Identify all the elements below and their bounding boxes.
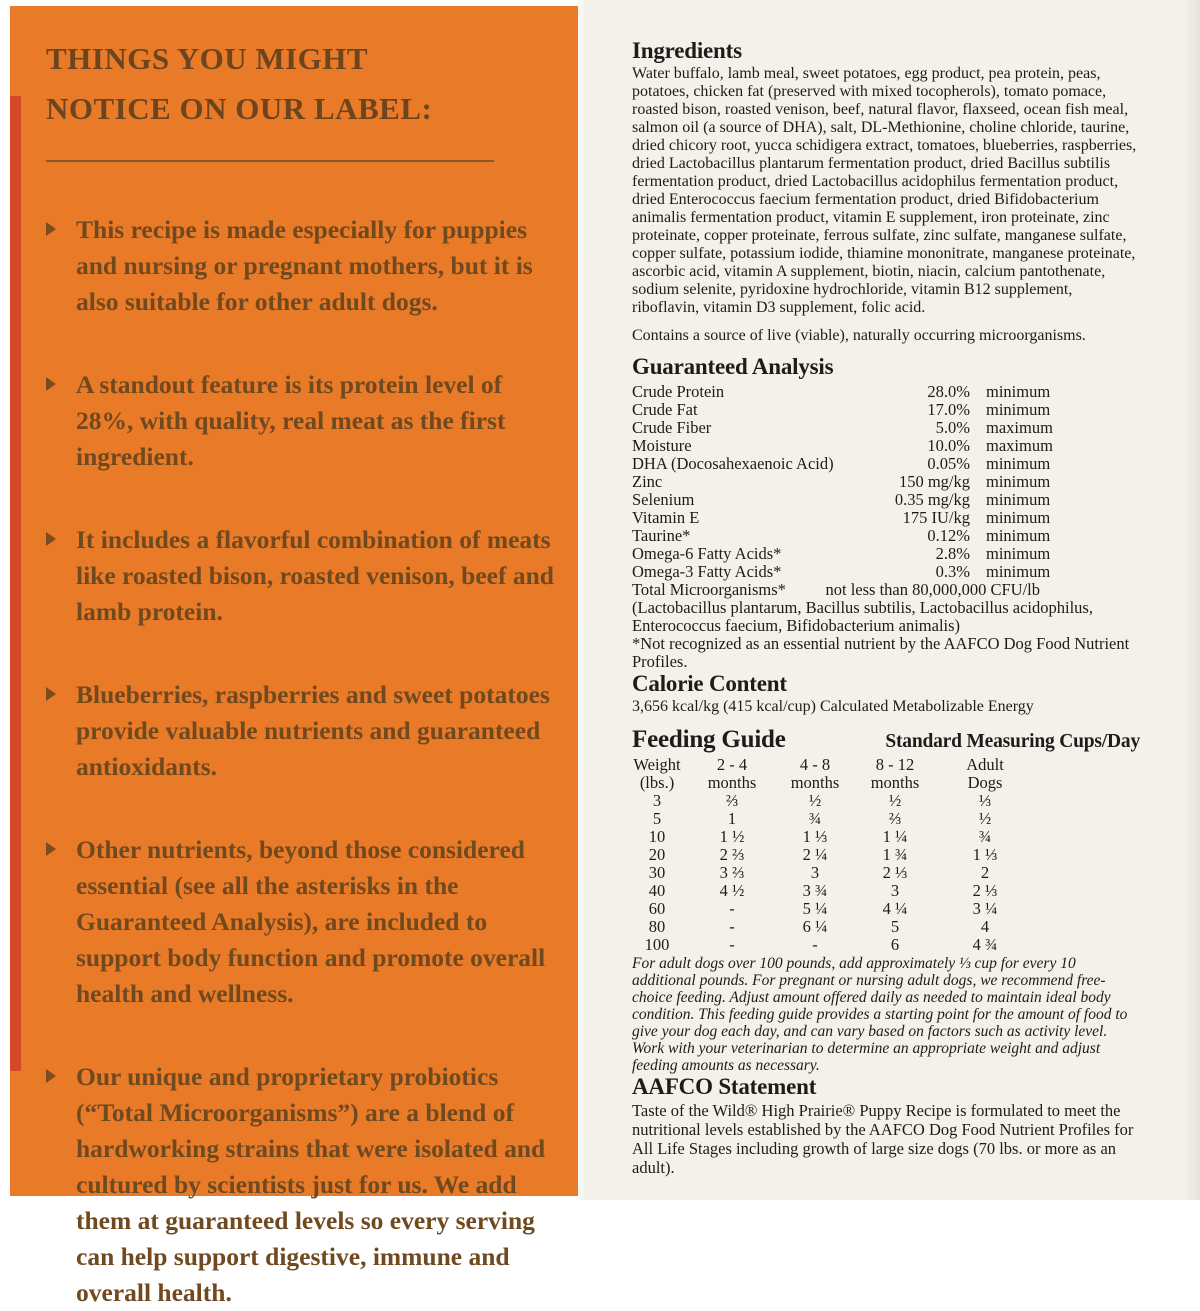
cups-adult-cell: 2 (980, 862, 990, 882)
analysis-row (632, 383, 1140, 401)
feeding-guide-header (632, 726, 1140, 754)
analysis-row (632, 473, 1140, 491)
cups-2-4-months-cell: - (729, 898, 735, 918)
cups-adult-cell: ½ (978, 808, 992, 828)
analysis-nutrient: Omega-3 Fatty Acids* (632, 561, 782, 581)
analysis-nutrient: Moisture (632, 435, 692, 455)
analysis-qualifier: minimum (986, 453, 1051, 473)
cups-2-4-months-cell: 2 ⅔ (719, 844, 745, 864)
weight-cell: 5 (652, 808, 662, 828)
feeding-column-header (782, 756, 848, 792)
cups-2-4-months-cell: 4 ½ (719, 880, 745, 900)
label-note-text: This recipe is made especially for puppies and nursing or pregnant mothers, but it is also suitable for other adult dogs. (76, 215, 533, 316)
weight-cell: 30 (648, 862, 666, 882)
label-note-item (46, 522, 554, 630)
cups-8-12-months-cell: 5 (890, 916, 900, 936)
analysis-nutrient: Crude Protein (632, 381, 725, 401)
guaranteed-analysis-title: Guaranteed Analysis (632, 354, 834, 380)
analysis-row (632, 527, 1140, 545)
cups-adult-cell: 1 ⅓ (972, 844, 998, 864)
analysis-value: 0.35 mg/kg (894, 489, 970, 509)
analysis-value: 0.3% (935, 561, 970, 581)
feeding-guide-section (632, 726, 1140, 1074)
column-header-top: 4 - 8 (799, 754, 831, 774)
cups-2-4-months-cell: 1 ½ (719, 826, 745, 846)
cups-2-4-months-cell: - (729, 934, 735, 954)
analysis-nutrient: Vitamin E (632, 507, 700, 527)
label-note-text: Blueberries, raspberries and sweet potatoes provide valuable nutrients and guaranteed antioxidants. (76, 680, 550, 781)
cups-4-8-months-cell: 5 ¼ (802, 898, 828, 918)
analysis-qualifier: minimum (986, 525, 1051, 545)
analysis-value: 0.12% (927, 525, 970, 545)
heading-divider (46, 160, 494, 162)
analysis-qualifier: maximum (986, 417, 1053, 437)
cups-4-8-months-cell: 3 ¾ (802, 880, 828, 900)
ingredients-text: Water buffalo, lamb meal, sweet potatoes, egg product, pea protein, peas, potatoes, chicken fat (preserved with mixed tocopherols), tomato pomace, roasted bison, roasted venison, beef, natural flavor, flaxseed, ocean fish meal, salmon oil (a source of DHA), salt, DL-Methionine, choline chloride, taurine, dried chicory root, yucca schidigera extract, tomatoes, blueberries, raspberries, dried Lactobacillus plantarum fermentation product, dried Bacillus subtilis fermentation product, dried Lactobacillus acidophilus fermentation product, dried Enterococcus faecium fermentation product, dried Bifidobacterium animalis fermentation product, vitamin E supplement, iron proteinate, zinc proteinate, copper proteinate, ferrous sulfate, zinc sulfate, manganese sulfate, copper sulfate, potassium iodide, thiamine mononitrate, manganese proteinate, ascorbic acid, vitamin A supplement, biotin, niacin, calcium pantothenate, sodium selenite, pyridoxine hydrochloride, vitamin B12 supplement, riboflavin, vitamin D3 supplement, folic acid. (632, 65, 1137, 317)
aafco-text: Taste of the Wild® High Prairie® Puppy Recipe is formulated to meet the nutritional levels established by the AAFCO Dog Food Nutrient Profiles for All Life Stages including growth of large size dogs (70 lbs. or more as an adult). (632, 1101, 1134, 1178)
column-header-bottom: Dogs (967, 772, 1003, 792)
weight-cell: 80 (648, 916, 666, 936)
feeding-column-header (942, 756, 1028, 792)
weight-cell: 60 (648, 898, 666, 918)
calorie-content-text: 3,656 kcal/kg (415 kcal/cup) Calculated Metabolizable Energy (632, 697, 1034, 715)
analysis-qualifier: minimum (986, 507, 1051, 527)
analysis-value: 28.0% (927, 381, 970, 401)
analysis-qualifier: maximum (986, 435, 1053, 455)
analysis-value: 17.0% (927, 399, 970, 419)
label-note-item (46, 677, 554, 785)
analysis-value: 5.0% (935, 417, 970, 437)
cups-adult-cell: ⅓ (978, 790, 992, 810)
guaranteed-analysis-section (632, 354, 1140, 670)
analysis-nutrient: DHA (Docosahexaenoic Acid) (632, 453, 834, 473)
aafco-title: AAFCO Statement (632, 1073, 817, 1099)
column-header-bottom: (lbs.) (639, 772, 675, 792)
cups-8-12-months-cell: ⅔ (888, 808, 902, 828)
analysis-row (632, 455, 1140, 473)
analysis-row (632, 401, 1140, 419)
weight-cell: 10 (648, 826, 666, 846)
cups-adult-cell: 4 (980, 916, 990, 936)
column-header-bottom: months (707, 772, 757, 792)
label-note-text: It includes a flavorful combination of meats like roasted bison, roasted venison, beef and lamb protein. (76, 525, 554, 626)
column-header-top: Adult (966, 754, 1004, 774)
ingredients-title: Ingredients (632, 38, 742, 63)
analysis-qualifier: minimum (986, 543, 1051, 563)
cups-4-8-months-cell: - (812, 934, 818, 954)
cups-4-8-months-cell: ¾ (808, 808, 822, 828)
cups-8-12-months-cell: 3 (890, 880, 900, 900)
analysis-qualifier: minimum (986, 471, 1051, 491)
feeding-table-body (632, 792, 1140, 954)
left-orange-panel (10, 6, 578, 1307)
label-note-text: A standout feature is its protein level of 28%, with quality, real meat as the first ingredient. (76, 370, 506, 471)
aafco-section (632, 1074, 1140, 1177)
cups-8-12-months-cell: 1 ¼ (882, 826, 908, 846)
analysis-nutrient: Omega-6 Fatty Acids* (632, 543, 782, 563)
analysis-nutrient: Crude Fat (632, 399, 698, 419)
analysis-nutrient: Total Microorganisms* (632, 579, 786, 599)
weight-cell: 20 (648, 844, 666, 864)
cups-adult-cell: 3 ¼ (972, 898, 998, 918)
cups-4-8-months-cell: ½ (808, 790, 822, 810)
cups-2-4-months-cell: ⅔ (725, 790, 739, 810)
column-header-top: 8 - 12 (875, 754, 915, 774)
analysis-value: 0.05% (927, 453, 970, 473)
feeding-table-header (632, 756, 1140, 792)
cups-8-12-months-cell: 4 ¼ (882, 898, 908, 918)
cups-2-4-months-cell: 3 ⅔ (719, 862, 745, 882)
cups-8-12-months-cell: ½ (888, 790, 902, 810)
feeding-column-header (682, 756, 782, 792)
cups-4-8-months-cell: 3 (810, 862, 820, 882)
analysis-row (632, 563, 1140, 581)
contains-note: Contains a source of live (viable), naturally occurring microorganisms. (632, 327, 1086, 345)
weight-cell: 100 (644, 934, 670, 954)
label-note-item (46, 832, 554, 1012)
left-panel-heading (46, 34, 554, 134)
label-notes-list (46, 212, 554, 1311)
nutrition-panel (578, 0, 1200, 1200)
analysis-nutrient: Selenium (632, 489, 695, 509)
analysis-row (632, 491, 1140, 509)
column-header-top: Weight (633, 754, 681, 774)
analysis-qualifier: minimum (986, 561, 1051, 581)
ingredients-section (632, 38, 1140, 345)
calorie-content-section (632, 671, 1140, 716)
bullet-arrow-icon (46, 1069, 56, 1083)
column-header-top: 2 - 4 (716, 754, 748, 774)
weight-cell: 3 (652, 790, 662, 810)
analysis-nutrient: Taurine* (632, 525, 691, 545)
package-edge-strip (10, 96, 21, 1071)
analysis-value: 10.0% (927, 435, 970, 455)
analysis-row (632, 419, 1140, 437)
analysis-value: 2.8% (935, 543, 970, 563)
analysis-table (632, 383, 1140, 581)
cups-4-8-months-cell: 2 ¼ (802, 844, 828, 864)
cups-8-12-months-cell: 6 (890, 934, 900, 954)
weight-cell: 40 (648, 880, 666, 900)
analysis-row (632, 509, 1140, 527)
calorie-content-title: Calorie Content (632, 670, 787, 696)
analysis-qualifier: minimum (986, 489, 1051, 509)
analysis-row (632, 437, 1140, 455)
label-note-item (46, 212, 554, 320)
heading-line-2: NOTICE ON OUR LABEL: (46, 91, 433, 126)
feeding-guide-title: Feeding Guide (632, 725, 786, 753)
cups-4-8-months-cell: 6 ¼ (802, 916, 828, 936)
feeding-column-header (632, 756, 682, 792)
label-note-text: Our unique and proprietary probiotics (“Total Microorganisms”) are a blend of hardworking strains that were isolated and cultured by scientists just for us. We add them at guaranteed levels so every serving can help support digestive, immune and overall health. (76, 1062, 546, 1307)
label-note-text: Other nutrients, beyond those considered essential (see all the asterisks in the Guaranteed Analysis), are included to support body function and promote overall health and wellness. (76, 835, 546, 1008)
cups-adult-cell: ¾ (978, 826, 992, 846)
column-header-bottom: months (790, 772, 840, 792)
cups-adult-cell: 2 ⅓ (972, 880, 998, 900)
feeding-guide-note: For adult dogs over 100 pounds, add approximately ⅓ cup for every 10 additional pounds. For pregnant or nursing adult dogs, we recommend free-choice feeding. Adjust amount offered daily as needed to maintain ideal body condition. This feeding guide provides a starting point for the amount of food to give your dog each day, and can vary based on factors such as activity level. Work with your veterinarian to determine an appropriate weight and adjust feeding amounts as necessary. (632, 954, 1128, 1074)
cups-8-12-months-cell: 1 ¾ (882, 844, 908, 864)
feeding-column-header (848, 756, 942, 792)
analysis-nutrient: Zinc (632, 471, 663, 491)
probiotic-strains-note: (Lactobacillus plantarum, Bacillus subtilis, Lactobacillus acidophilus, Enterococcus faecium, Bifidobacterium animalis) (632, 597, 1093, 635)
analysis-qualifier: minimum (986, 399, 1051, 419)
bullet-arrow-icon (46, 377, 56, 391)
cups-4-8-months-cell: 1 ⅓ (802, 826, 828, 846)
bullet-arrow-icon (46, 222, 56, 236)
analysis-value: 150 mg/kg (898, 471, 970, 491)
analysis-value: not less than 80,000,000 CFU/lb (825, 579, 1040, 599)
cups-adult-cell: 4 ¾ (972, 934, 998, 954)
heading-line-1: THINGS YOU MIGHT (46, 41, 369, 76)
analysis-qualifier: minimum (986, 381, 1051, 401)
bullet-arrow-icon (46, 687, 56, 701)
analysis-row (632, 545, 1140, 563)
label-note-item (46, 1059, 554, 1311)
cups-2-4-months-cell: - (729, 916, 735, 936)
bullet-arrow-icon (46, 842, 56, 856)
label-note-item (46, 367, 554, 475)
analysis-value: 175 IU/kg (902, 507, 970, 527)
bullet-arrow-icon (46, 532, 56, 546)
asterisk-footnote: *Not recognized as an essential nutrient by the AAFCO Dog Food Nutrient Profiles. (632, 633, 1130, 671)
column-header-bottom: months (870, 772, 920, 792)
cups-2-4-months-cell: 1 (727, 808, 737, 828)
measuring-cups-subtitle: Standard Measuring Cups/Day (885, 730, 1140, 752)
analysis-nutrient: Crude Fiber (632, 417, 712, 437)
total-microorganisms-row (632, 581, 1140, 599)
cups-8-12-months-cell: 2 ⅓ (882, 862, 908, 882)
